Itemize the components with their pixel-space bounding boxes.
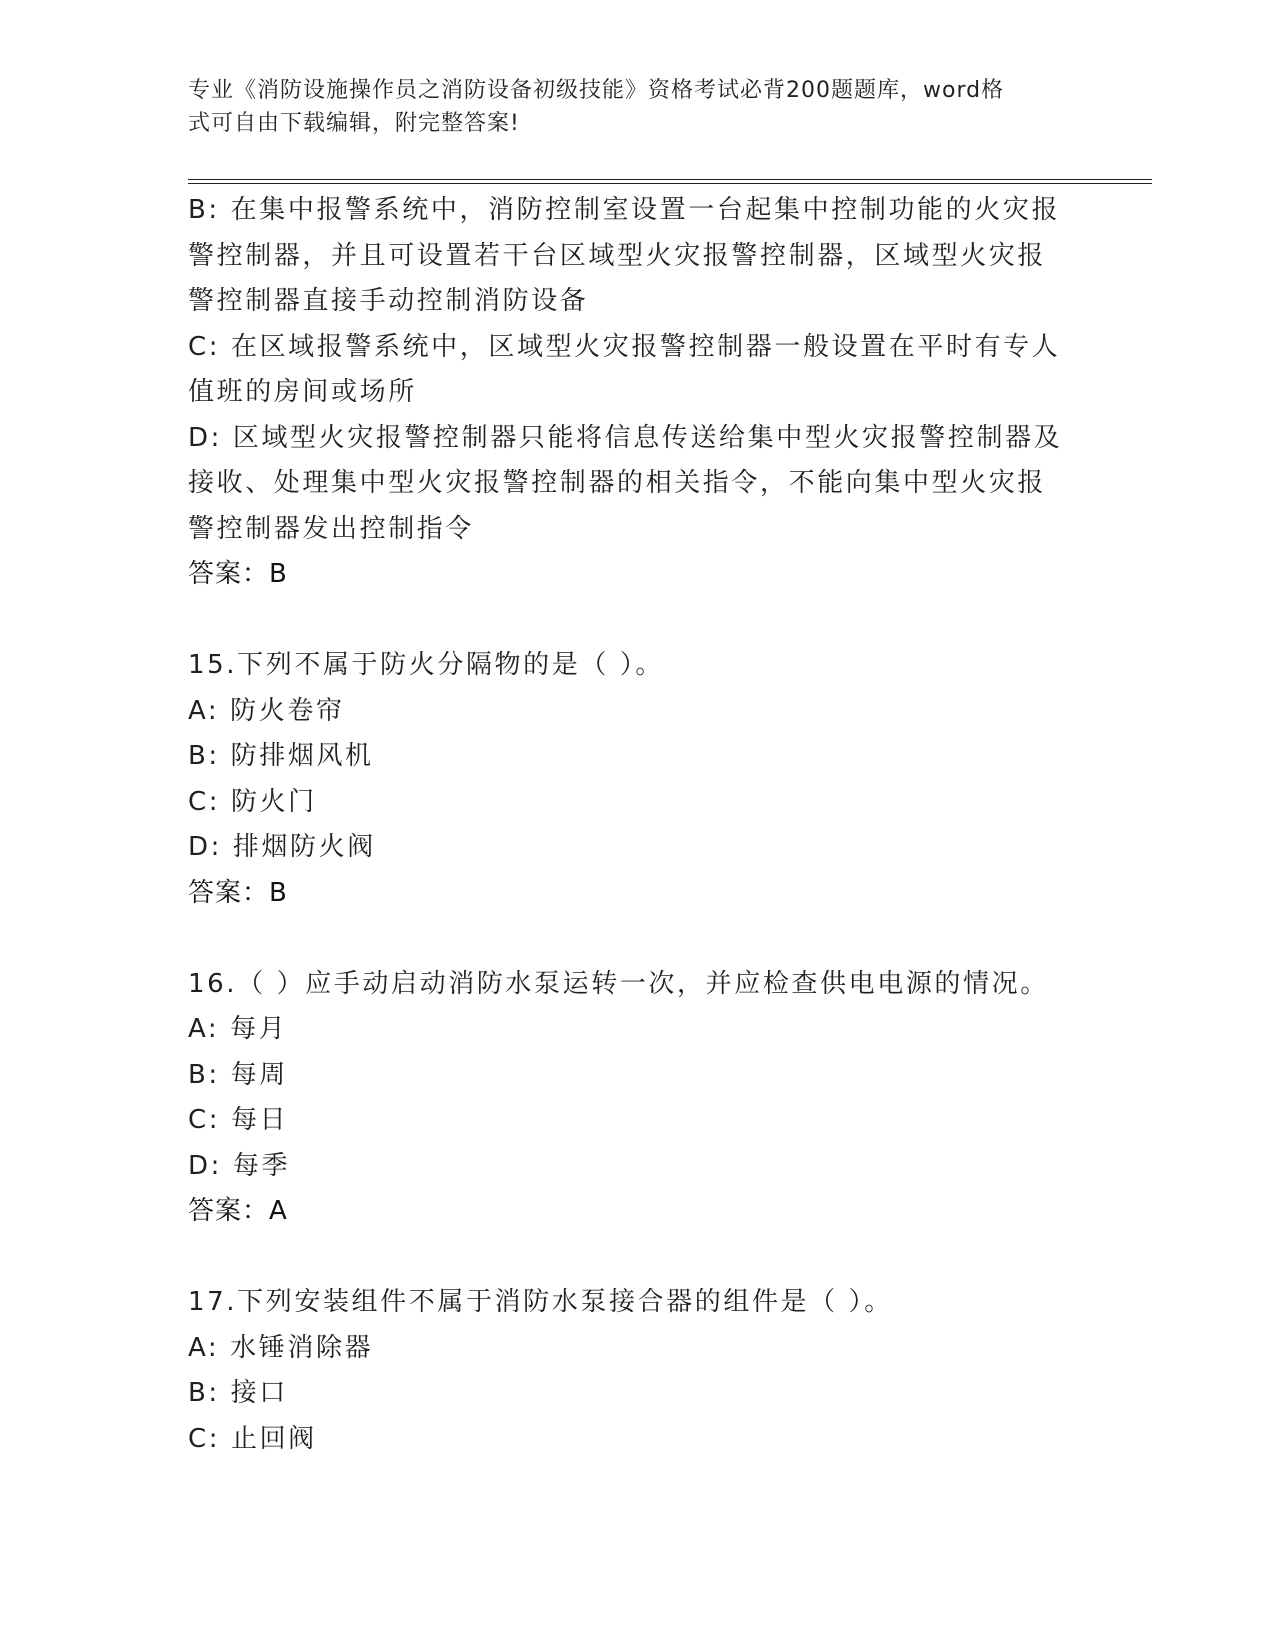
header-divider-bottom: [188, 183, 1152, 184]
option-text-line: 警控制器，并且可设置若干台区域型火灾报警控制器，区域型火灾报: [188, 240, 1047, 271]
option-text-line: D: 区域型火灾报警控制器只能将信息传送给集中型火灾报警控制器及: [188, 422, 1063, 453]
spacer: [188, 1235, 1088, 1281]
document-header: [188, 74, 1068, 140]
question-stem: 17.下列安装组件不属于消防水泵接合器的组件是（ ）。: [188, 1287, 893, 1317]
answer-line: 答案：B: [188, 559, 288, 589]
option-c: C: 防火门: [188, 786, 317, 817]
question-stem: 15.下列不属于防火分隔物的是（ ）。: [188, 650, 665, 680]
header-divider-top: [188, 179, 1152, 180]
option-text-line: 值班的房间或场所: [188, 377, 417, 407]
answer-line: 答案：A: [188, 1196, 288, 1226]
option-a: A: 防火卷帘: [188, 695, 345, 726]
option-text-line: C: 在区域报警系统中，区域型火灾报警控制器一般设置在平时有专人: [188, 331, 1061, 362]
option-d: D: 排烟防火阀: [188, 832, 376, 862]
question-content: [188, 188, 1088, 1462]
option-c: C: 止回阀: [188, 1423, 317, 1454]
option-text-line: 接收、处理集中型火灾报警控制器的相关指令，不能向集中型火灾报: [188, 468, 1047, 498]
question-15: [188, 643, 1088, 916]
spacer: [188, 598, 1088, 644]
question-stem: 16.（ ）应手动启动消防水泵运转一次，并应检查供电电源的情况。: [188, 968, 1049, 999]
header-line-2: 式可自由下载编辑，附完整答案!: [188, 111, 520, 136]
option-c: C: 每日: [188, 1105, 289, 1135]
option-a: A: 水锤消除器: [188, 1332, 374, 1363]
option-text-line: B: 在集中报警系统中，消防控制室设置一台起集中控制功能的火灾报: [188, 195, 1061, 225]
answer-line: 答案：B: [188, 877, 288, 908]
option-b: B: 防排烟风机: [188, 741, 374, 771]
option-d: D: 每季: [188, 1150, 291, 1181]
option-text-line: 警控制器直接手动控制消防设备: [188, 286, 589, 316]
spacer: [188, 916, 1088, 962]
header-line-1: 专业《消防设施操作员之消防设备初级技能》资格考试必背200题题库，word格: [188, 78, 1005, 103]
option-c-block: [188, 325, 1088, 416]
option-b: B: 接口: [188, 1378, 288, 1408]
option-b: B: 每周: [188, 1059, 288, 1090]
option-d-block: [188, 416, 1088, 553]
question-16: [188, 962, 1088, 1235]
option-a: A: 每月: [188, 1014, 288, 1044]
question-17: [188, 1280, 1088, 1462]
option-b-block: [188, 188, 1088, 325]
option-text-line: 警控制器发出控制指令: [188, 513, 475, 544]
